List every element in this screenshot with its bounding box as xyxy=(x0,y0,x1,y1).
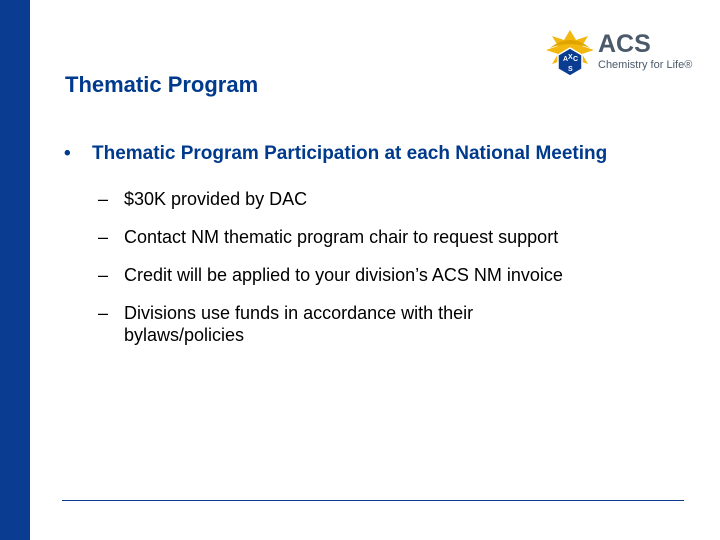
logo-wordmark: ACS xyxy=(598,30,651,58)
emblem-letter-s: S xyxy=(568,66,573,73)
sub-bullet xyxy=(98,264,682,286)
emblem-letter-c: C xyxy=(573,56,579,63)
dash-marker: – xyxy=(98,227,109,247)
left-accent-bar xyxy=(0,0,30,540)
sub-bullet-text: $30K provided by DAC xyxy=(124,189,308,209)
sub-bullet xyxy=(98,302,564,346)
sub-bullet-text: Divisions use funds in accordance with their bylaws/policies xyxy=(124,303,474,345)
slide-title: Thematic Program xyxy=(65,72,259,97)
sub-bullet-text: Credit will be applied to your division’s ACS NM invoice xyxy=(124,265,563,285)
main-bullet-text: Thematic Program Participation at each National Meeting xyxy=(92,143,608,164)
dash-marker: – xyxy=(98,189,109,209)
dash-marker: – xyxy=(98,303,109,323)
sub-bullet-text: Contact NM thematic program chair to request support xyxy=(124,227,559,247)
main-bullet xyxy=(62,142,682,166)
logo-tagline: Chemistry for Life® xyxy=(598,59,693,71)
dash-marker: – xyxy=(98,265,109,285)
emblem-letter-x: X xyxy=(568,54,573,61)
footer-divider xyxy=(62,500,684,501)
emblem-letter-a: A xyxy=(563,56,569,63)
sub-bullet-list xyxy=(98,188,682,346)
sub-bullet xyxy=(98,226,682,248)
sub-bullet xyxy=(98,188,682,210)
bullet-marker: • xyxy=(64,143,71,164)
slide-body xyxy=(62,142,682,362)
